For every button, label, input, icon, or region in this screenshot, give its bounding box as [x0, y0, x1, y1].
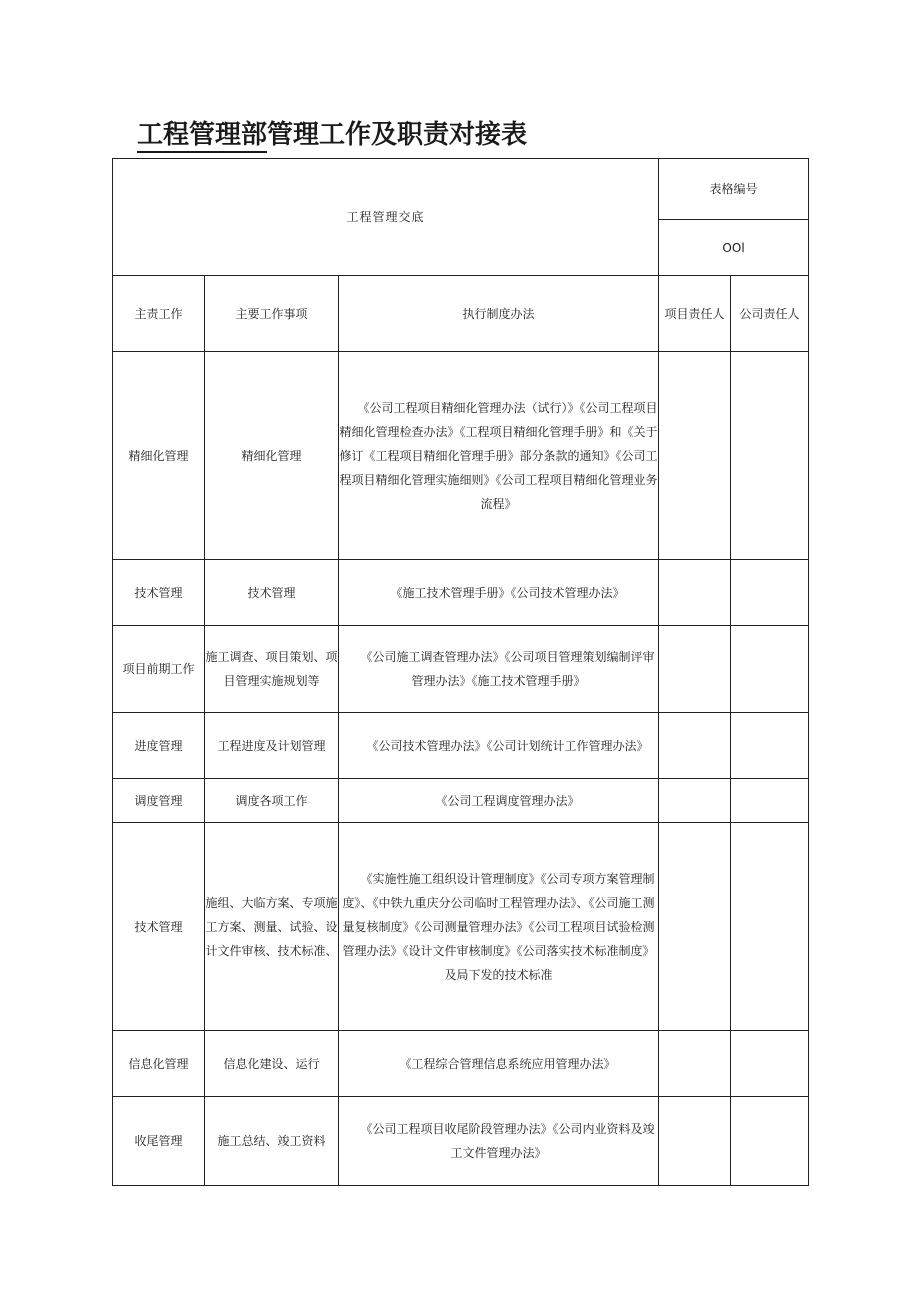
title-underlined-part: 工程管理部 [137, 120, 267, 153]
row-matters: 施工总结、竣工资料 [205, 1097, 339, 1186]
row-method: 《公司工程调度管理办法》 [435, 793, 580, 808]
row-company-lead [731, 626, 809, 713]
row-project-lead [659, 779, 731, 823]
row-matters: 调度各项工作 [205, 779, 339, 823]
row-company-lead [731, 823, 809, 1031]
row-project-lead [659, 1097, 731, 1186]
table-row [113, 779, 809, 823]
form-code-value: OOl [659, 220, 809, 276]
row-method: 《实施性施工组织设计管理制度》《公司专项方案管理制度》、《中铁九重庆分公司临时工程管理办法》、《公司施工测量复核制度》《公司测量管理办法》《公司工程项目试验检测管理办法》《设计文件审核制度》《公司落实技术标准制度》及局下发的技术标准 [342, 871, 655, 982]
row-project-lead [659, 713, 731, 779]
table-row [113, 823, 809, 1031]
row-duty: 信息化管理 [113, 1031, 205, 1097]
row-project-lead [659, 626, 731, 713]
title-rest: 管理工作及职责对接表 [267, 120, 528, 150]
row-project-lead [659, 352, 731, 560]
header-main-label: 工程管理交底 [113, 159, 659, 276]
row-duty: 收尾管理 [113, 1097, 205, 1186]
row-duty: 技术管理 [113, 823, 205, 1031]
row-duty: 进度管理 [113, 713, 205, 779]
responsibility-table [112, 158, 809, 1186]
row-method: 《公司施工调查管理办法》《公司项目管理策划编制评审管理办法》《施工技术管理手册》 [360, 650, 655, 688]
row-project-lead [659, 1031, 731, 1097]
row-duty: 项目前期工作 [113, 626, 205, 713]
row-duty: 调度管理 [113, 779, 205, 823]
row-matters: 信息化建设、运行 [205, 1031, 339, 1097]
form-code-label: 表格编号 [659, 159, 809, 220]
page-title [137, 118, 527, 152]
row-project-lead [659, 560, 731, 626]
table-row [113, 713, 809, 779]
row-company-lead [731, 779, 809, 823]
row-company-lead [731, 1097, 809, 1186]
row-matters: 施工调查、项目策划、项目管理实施规划等 [205, 626, 339, 713]
row-matters: 工程进度及计划管理 [205, 713, 339, 779]
row-company-lead [731, 352, 809, 560]
table-row [113, 560, 809, 626]
row-company-lead [731, 560, 809, 626]
row-matters: 精细化管理 [205, 352, 339, 560]
row-duty: 精细化管理 [113, 352, 205, 560]
row-method: 《施工技术管理手册》《公司技术管理办法》 [390, 585, 625, 600]
row-company-lead [731, 1031, 809, 1097]
table-row [113, 1097, 809, 1186]
col-header-method: 执行制度办法 [339, 276, 659, 352]
row-duty: 技术管理 [113, 560, 205, 626]
table-row [113, 352, 809, 560]
col-header-matters: 主要工作事项 [205, 276, 339, 352]
row-method: 《公司技术管理办法》《公司计划统计工作管理办法》 [366, 738, 649, 753]
row-matters: 施组、大临方案、专项施工方案、测量、试验、设计文件审核、技术标准、 [205, 823, 339, 1031]
table-row [113, 626, 809, 713]
row-project-lead [659, 823, 731, 1031]
row-method: 《工程综合管理信息系统应用管理办法》 [399, 1056, 616, 1071]
row-method: 《公司工程项目精细化管理办法（试行）》《公司工程项目精细化管理检查办法》《工程项目精细化管理手册》和《关于修订《工程项目精细化管理手册》部分条款的通知》《公司工程项目精细化管理实施细则》《公司工程项目精细化管理业务流程》 [339, 400, 658, 511]
row-company-lead [731, 713, 809, 779]
col-header-duty: 主责工作 [113, 276, 205, 352]
row-method: 《公司工程项目收尾阶段管理办法》《公司内业资料及竣工文件管理办法》 [360, 1122, 655, 1160]
row-matters: 技术管理 [205, 560, 339, 626]
table-row [113, 1031, 809, 1097]
col-header-project-lead: 项目责任人 [659, 276, 731, 352]
col-header-company-lead: 公司责任人 [731, 276, 809, 352]
